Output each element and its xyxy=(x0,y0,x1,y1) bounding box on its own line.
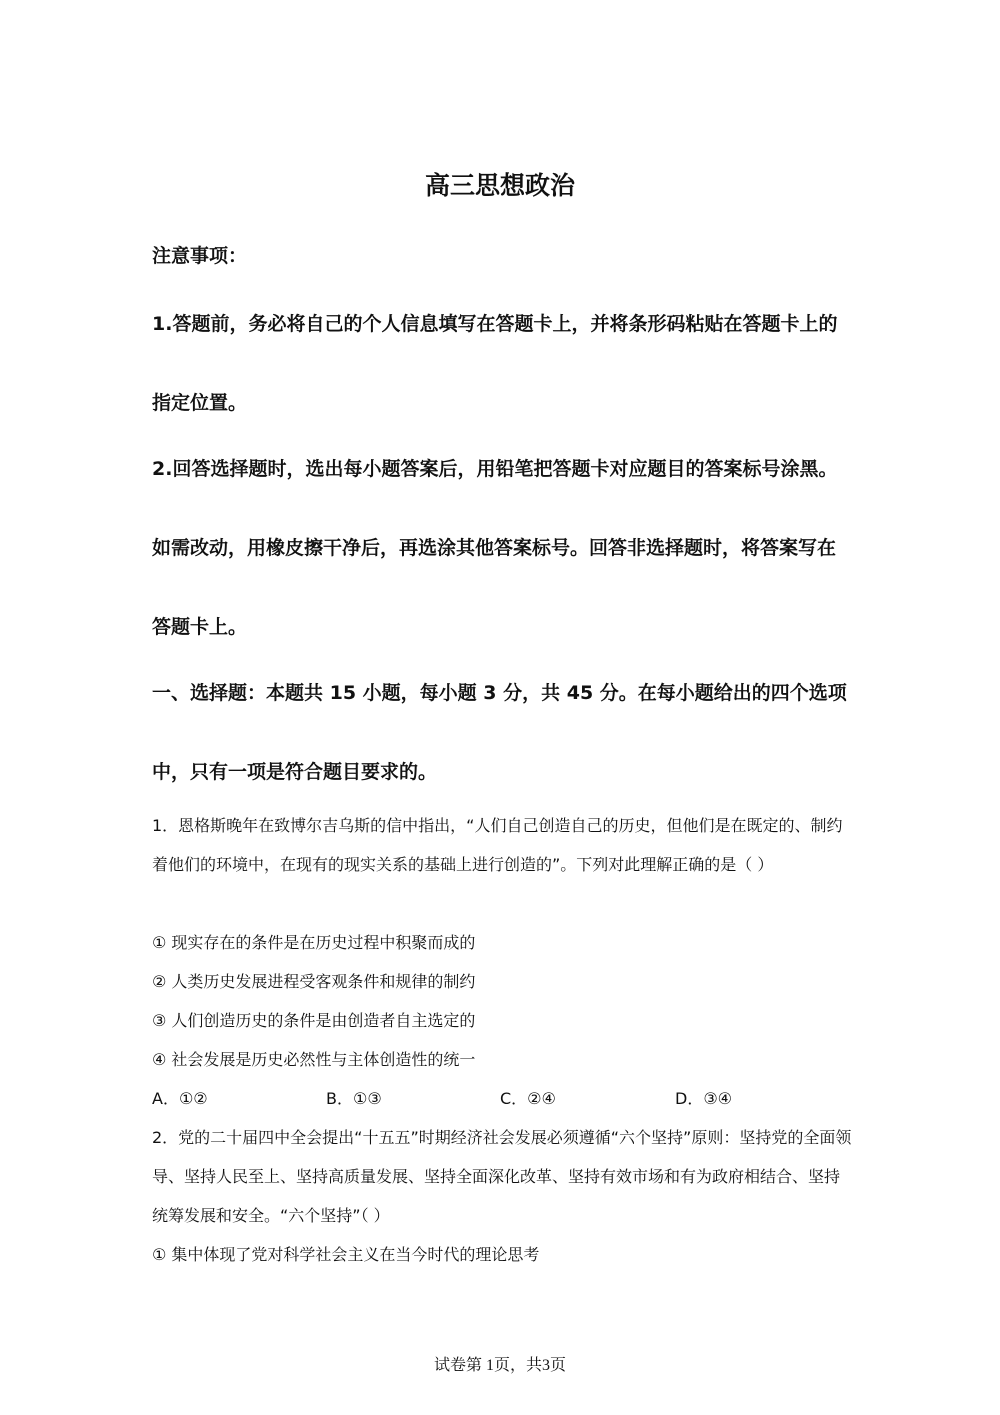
question-1-option-4: ④ 社会发展是历史必然性与主体创造性的统一 xyxy=(152,1050,476,1069)
page-footer: 试卷第 1页，共3页 xyxy=(433,1357,566,1374)
section-heading-multiple-choice: 一、选择题：本题共 15 小题，每小题 3 分，共 45 分。在每小题给出的四个选项中，只有一项是符合题目要求的。 xyxy=(152,682,847,783)
question-2-option-1: ① 集中体现了党对科学社会主义在当今时代的理论思考 xyxy=(152,1245,540,1264)
question-1-option-3: ③ 人们创造历史的条件是由创造者自主选定的 xyxy=(152,1011,476,1030)
notice-item-2: 2.回答选择题时，选出每小题答案后，用铅笔把答题卡对应题目的答案标号涂黑。如需改动，用橡皮擦干净后，再选涂其他答案标号。回答非选择题时，将答案写在答题卡上。 xyxy=(152,458,838,638)
question-1-option-2: ② 人类历史发展进程受客观条件和规律的制约 xyxy=(152,972,476,991)
question-1-stem: 1．恩格斯晚年在致博尔吉乌斯的信中指出，“人们自己创造自己的历史，但他们是在既定的、制约着他们的环境中，在现有的现实关系的基础上进行创造的”。下列对此理解正确的是（ ） xyxy=(152,816,843,874)
answer-choice-c: C．②④ xyxy=(500,1089,556,1108)
page-title: 高三思想政治 xyxy=(424,171,575,200)
answer-choice-d: D．③④ xyxy=(675,1089,733,1108)
question-2-stem: 2．党的二十届四中全会提出“十五五”时期经济社会发展必须遵循“六个坚持”原则：坚持党的全面领导、坚持人民至上、坚持高质量发展、坚持全面深化改革、坚持有效市场和有为政府相结合、坚持统筹发展和安全。“六个坚持”（ ） xyxy=(152,1128,852,1225)
answer-choice-b: B．①③ xyxy=(326,1089,382,1108)
notice-heading: 注意事项： xyxy=(152,245,248,267)
question-1-option-1: ① 现实存在的条件是在历史过程中积聚而成的 xyxy=(152,933,476,952)
notice-item-1: 1.答题前，务必将自己的个人信息填写在答题卡上，并将条形码粘贴在答题卡上的指定位置。 xyxy=(152,313,838,414)
answer-choice-a: A．①② xyxy=(152,1089,208,1108)
